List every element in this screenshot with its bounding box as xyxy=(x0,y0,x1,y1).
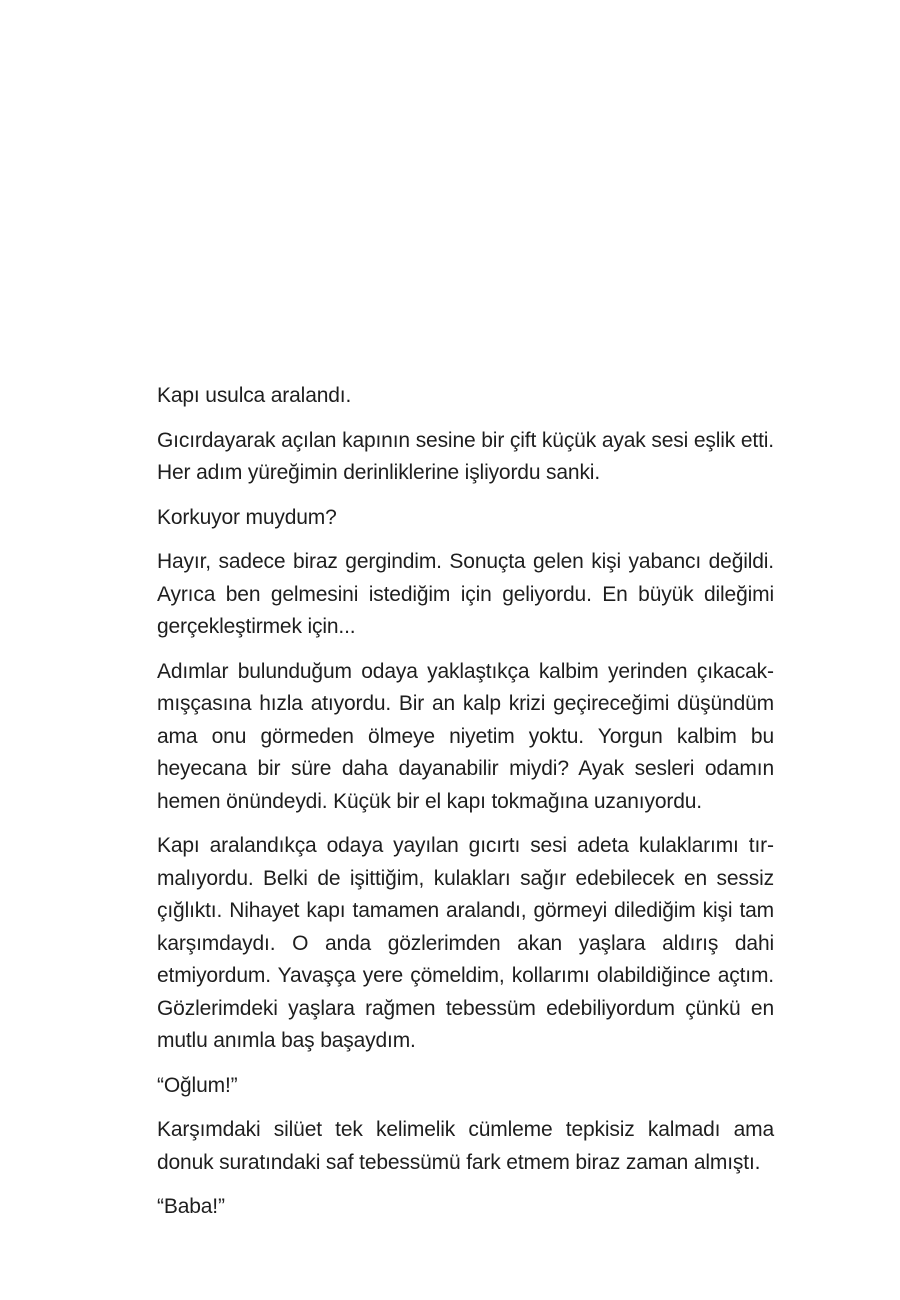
dialogue-line: “Baba!” xyxy=(157,1195,225,1218)
paragraph: Hayır, sadece biraz gergindim. Sonuçta gelen kişi yabancı değildi. Ayrıca ben gelmesini istediğim için geliyordu. En büyük dileğimi gerçekleştirmek için... xyxy=(157,550,774,638)
paragraph: Karşımdaki silüet tek kelimelik cümleme tepkisiz kalmadı ama donuk suratındaki saf tebessümü fark etmem biraz zaman almıştı. xyxy=(157,1118,774,1174)
paragraph: Kapı usulca aralandı. xyxy=(157,384,352,407)
paragraph: Kapı aralandıkça odaya yayılan gıcırtı sesi adeta kulaklarımı tırmalıyordu. Belki de işittiğim, kulakları sağır edebilecek en sessiz çığlıktı. Nihayet kapı tamamen aralandı, görmeyi dilediğim kişi tam karşımdaydı. O anda gözlerimden akan yaşlara aldırış dahi etmiyordum. Yavaşça yere çömeldim, kollarımı olabildiğince açtım. Gözlerimdeki yaşlara rağmen tebessüm edebiliyordum çünkü en mutlu anımla baş başaydım. xyxy=(157,834,774,1052)
paragraph: Gıcırdayarak açılan kapının sesine bir çift küçük ayak sesi eşlik etti. Her adım yüreğimin derinliklerine işliyordu sanki. xyxy=(157,428,774,484)
dialogue-line: “Oğlum!” xyxy=(157,1073,238,1097)
paragraph: Korkuyor muydum? xyxy=(157,505,337,529)
body-text xyxy=(157,380,774,1236)
paragraph: Adımlar bulunduğum odaya yaklaştıkça kalbim yerinden çıkacakmışçasına hızla atıyordu. Bir an kalp krizi geçireceğimi düşündüm ama onu görmeden ölmeye niyetim yoktu. Yorgun kalbim bu heyecana bir süre daha dayanabilir miydi? Ayak sesleri odamın hemen önündeydi. Küçük bir el kapı tokmağına uzanıyordu. xyxy=(157,659,774,813)
